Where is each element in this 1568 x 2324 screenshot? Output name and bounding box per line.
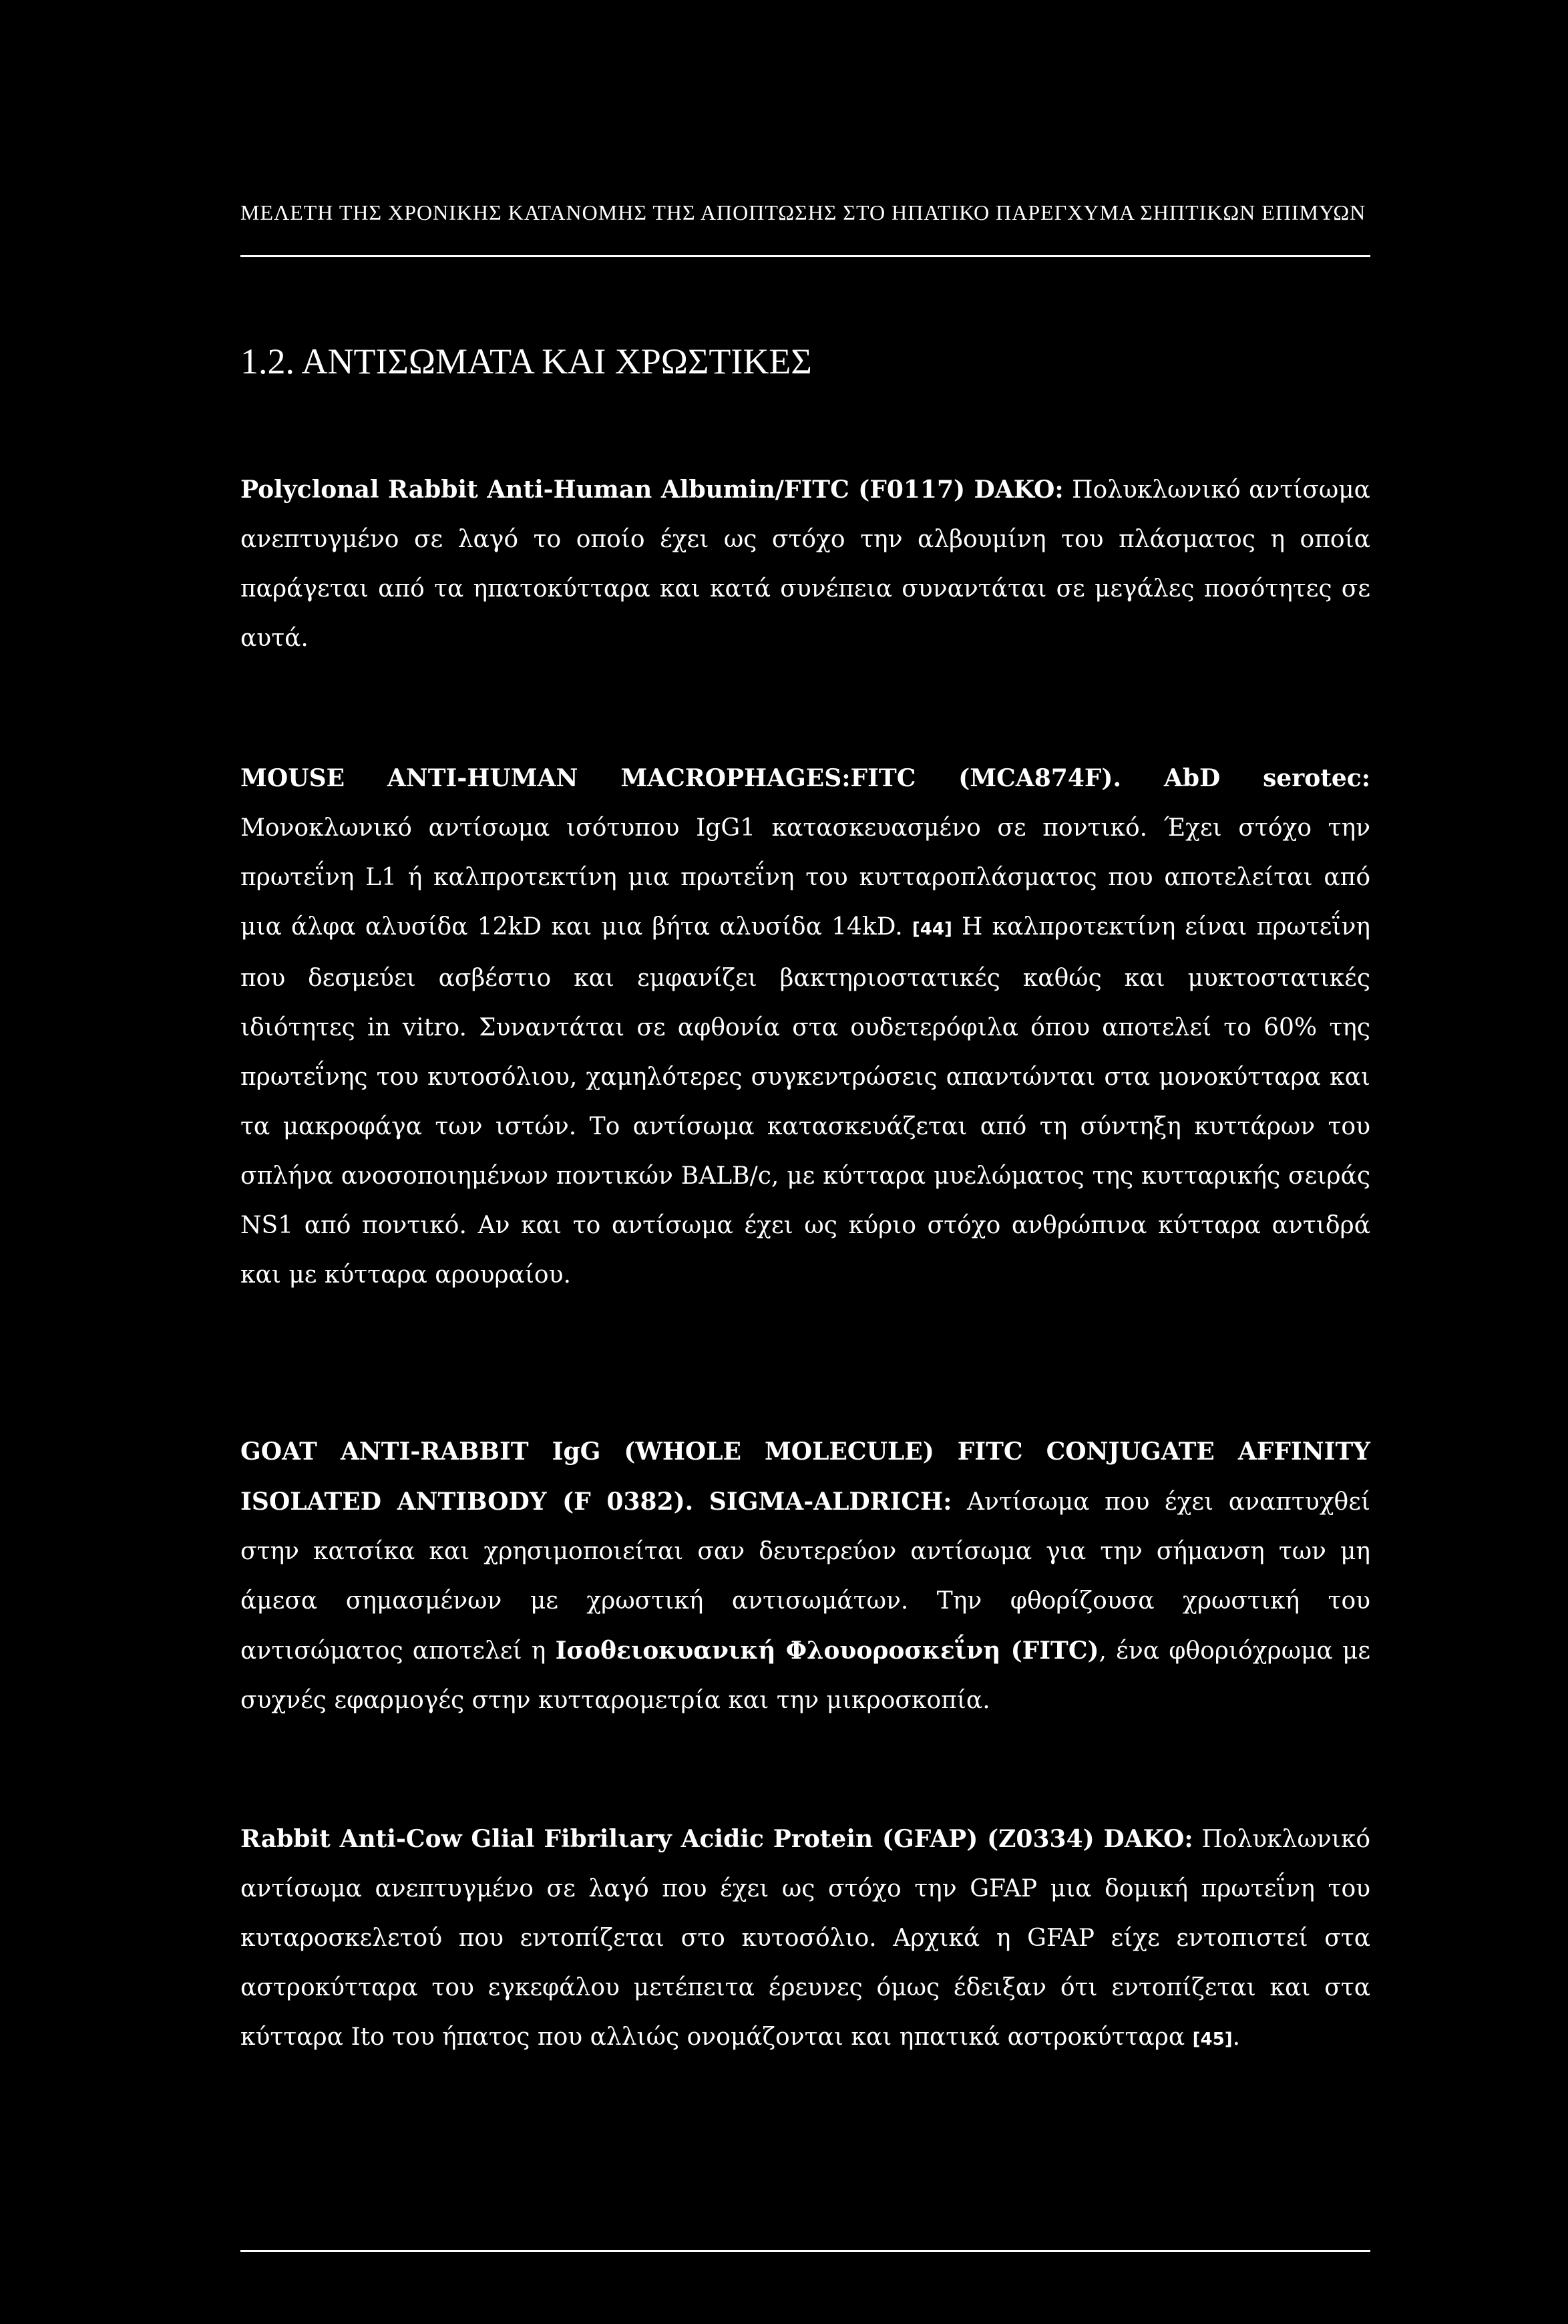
section-title: 1.2. ΑΝΤΙΣΩΜΑΤΑ ΚΑΙ ΧΡΩΣΤΙΚΕΣ <box>240 341 812 381</box>
citation-ref: [44] <box>912 919 952 939</box>
paragraph-albumin <box>240 465 1370 663</box>
paragraph-text: Πολυκλωνικό αντίσωμα ανεπτυγμένο σε λαγό που έχει ως στόχο την GFAP μια δομική πρωτεΐνη του κυταροσκελετού που εντοπίζεται στο κυτοσόλιο. Αρχικά η GFAP είχε εντοπιστεί στα αστροκύτταρα του εγκεφάλου μετέπειτα έρευνες όμως έδειξαν ότι εντοπίζεται και στα κύτταρα Ito του ήπατος που αλλιώς ονομάζονται και ηπατικά αστροκύτταρα <box>240 1826 1370 2051</box>
paragraph-gfap <box>240 1814 1370 2064</box>
paragraph-text: Η καλπροτεκτίνη είναι πρωτεΐνη που δεσμεύει ασβέστιο και εμφανίζει βακτηριοστατικές καθώς και μυκτοστατικές ιδιότητες in vitro. Συναντάται σε αφθονία στα ουδετερόφιλα όπου αποτελεί το 60% της πρωτεΐνης του κυτοσόλιου, χαμηλότερες συγκεντρώσεις απαντώνται στα μονοκύτταρα και τα μακροφάγα των ιστών. Το αντίσωμα κατασκευάζεται από τη σύντηξη κυττάρων του σπλήνα ανοσοποιημένων ποντικών BALB/c, με κύτταρα μυελώματος της κυτταρικής σειράς NS1 από ποντικό. Αν και το αντίσωμα έχει ως κύριο στόχο ανθρώπινα κύτταρα αντιδρά και με κύτταρα αρουραίου. <box>240 913 1370 1289</box>
paragraph-macrophages <box>240 754 1370 1300</box>
paragraph-text: Αντίσωμα που έχει αναπτυχθεί στην κατσίκα και χρησιμοποιείται σαν δευτερεύον αντίσωμα για την σήμανση των μη άμεσα σημασμένων με χρωστική αντισωμάτων. Την φθορίζουσα χρωστική του αντισώματος αποτελεί η <box>240 1488 1370 1665</box>
paragraph-heading: MOUSE ANTI-HUMAN MACROPHAGES:FITC (MCA874F). AbD serotec: <box>240 764 1370 792</box>
paragraph-text: . <box>1232 2023 1241 2051</box>
citation-ref: [45] <box>1192 2029 1233 2049</box>
header-rule <box>240 255 1370 257</box>
paragraph-heading: GOAT ANTI-RABBIT IgG (WHOLE MOLECULE) FITC CONJUGATE AFFINITY ISOLATED ANTIBODY (F 0382). SIGMA-ALDRICH: <box>240 1438 1370 1516</box>
running-header: ΜΕΛΕΤΗ ΤΗΣ ΧΡΟΝΙΚΗΣ ΚΑΤΑΝΟΜΗΣ ΤΗΣ ΑΠΟΠΤΩΣΗΣ ΣΤΟ ΗΠΑΤΙΚΟ ΠΑΡΕΓΧΥΜΑ ΣΗΠΤΙΚΩΝ ΕΠΙΜΥΩΝ <box>240 200 1366 224</box>
bold-term: Ισοθειοκυανική Φλουοροσκεΐνη (FITC) <box>555 1637 1099 1665</box>
paragraph-heading: Rabbit Anti-Cow Glial Fibrilιary Acidic Protein (GFAP) (Z0334) DAKO: <box>240 1825 1193 1853</box>
paragraph-text: , ένα φθοριόχρωμα με συχνές εφαρμογές στην κυτταρομετρία και την μικροσκοπία. <box>240 1637 1371 1714</box>
paragraph-goat-anti-rabbit <box>240 1427 1370 1725</box>
footer-rule <box>240 2250 1370 2252</box>
paragraph-heading: Polyclonal Rabbit Anti-Human Albumin/FITC (F0117) DAKO: <box>240 476 1064 504</box>
paragraph-text: Μονοκλωνικό αντίσωμα ισότυπου IgG1 κατασκευασμένο σε ποντικό. Έχει στόχο την πρωτεΐνη L1 ή καλπροτεκτίνη μια πρωτεΐνη του κυτταροπλάσματος που αποτελείται από μια άλφα αλυσίδα 12kD και μια βήτα αλυσίδα 14kD. <box>240 814 1370 941</box>
paragraph-text: Πολυκλωνικό αντίσωμα ανεπτυγμένο σε λαγό το οποίο έχει ως στόχο την αλβουμίνη του πλάσματος η οποία παράγεται από τα ηπατοκύτταρα και κατά συνέπεια συναντάται σε μεγάλες ποσότητες σε αυτά. <box>240 476 1370 652</box>
